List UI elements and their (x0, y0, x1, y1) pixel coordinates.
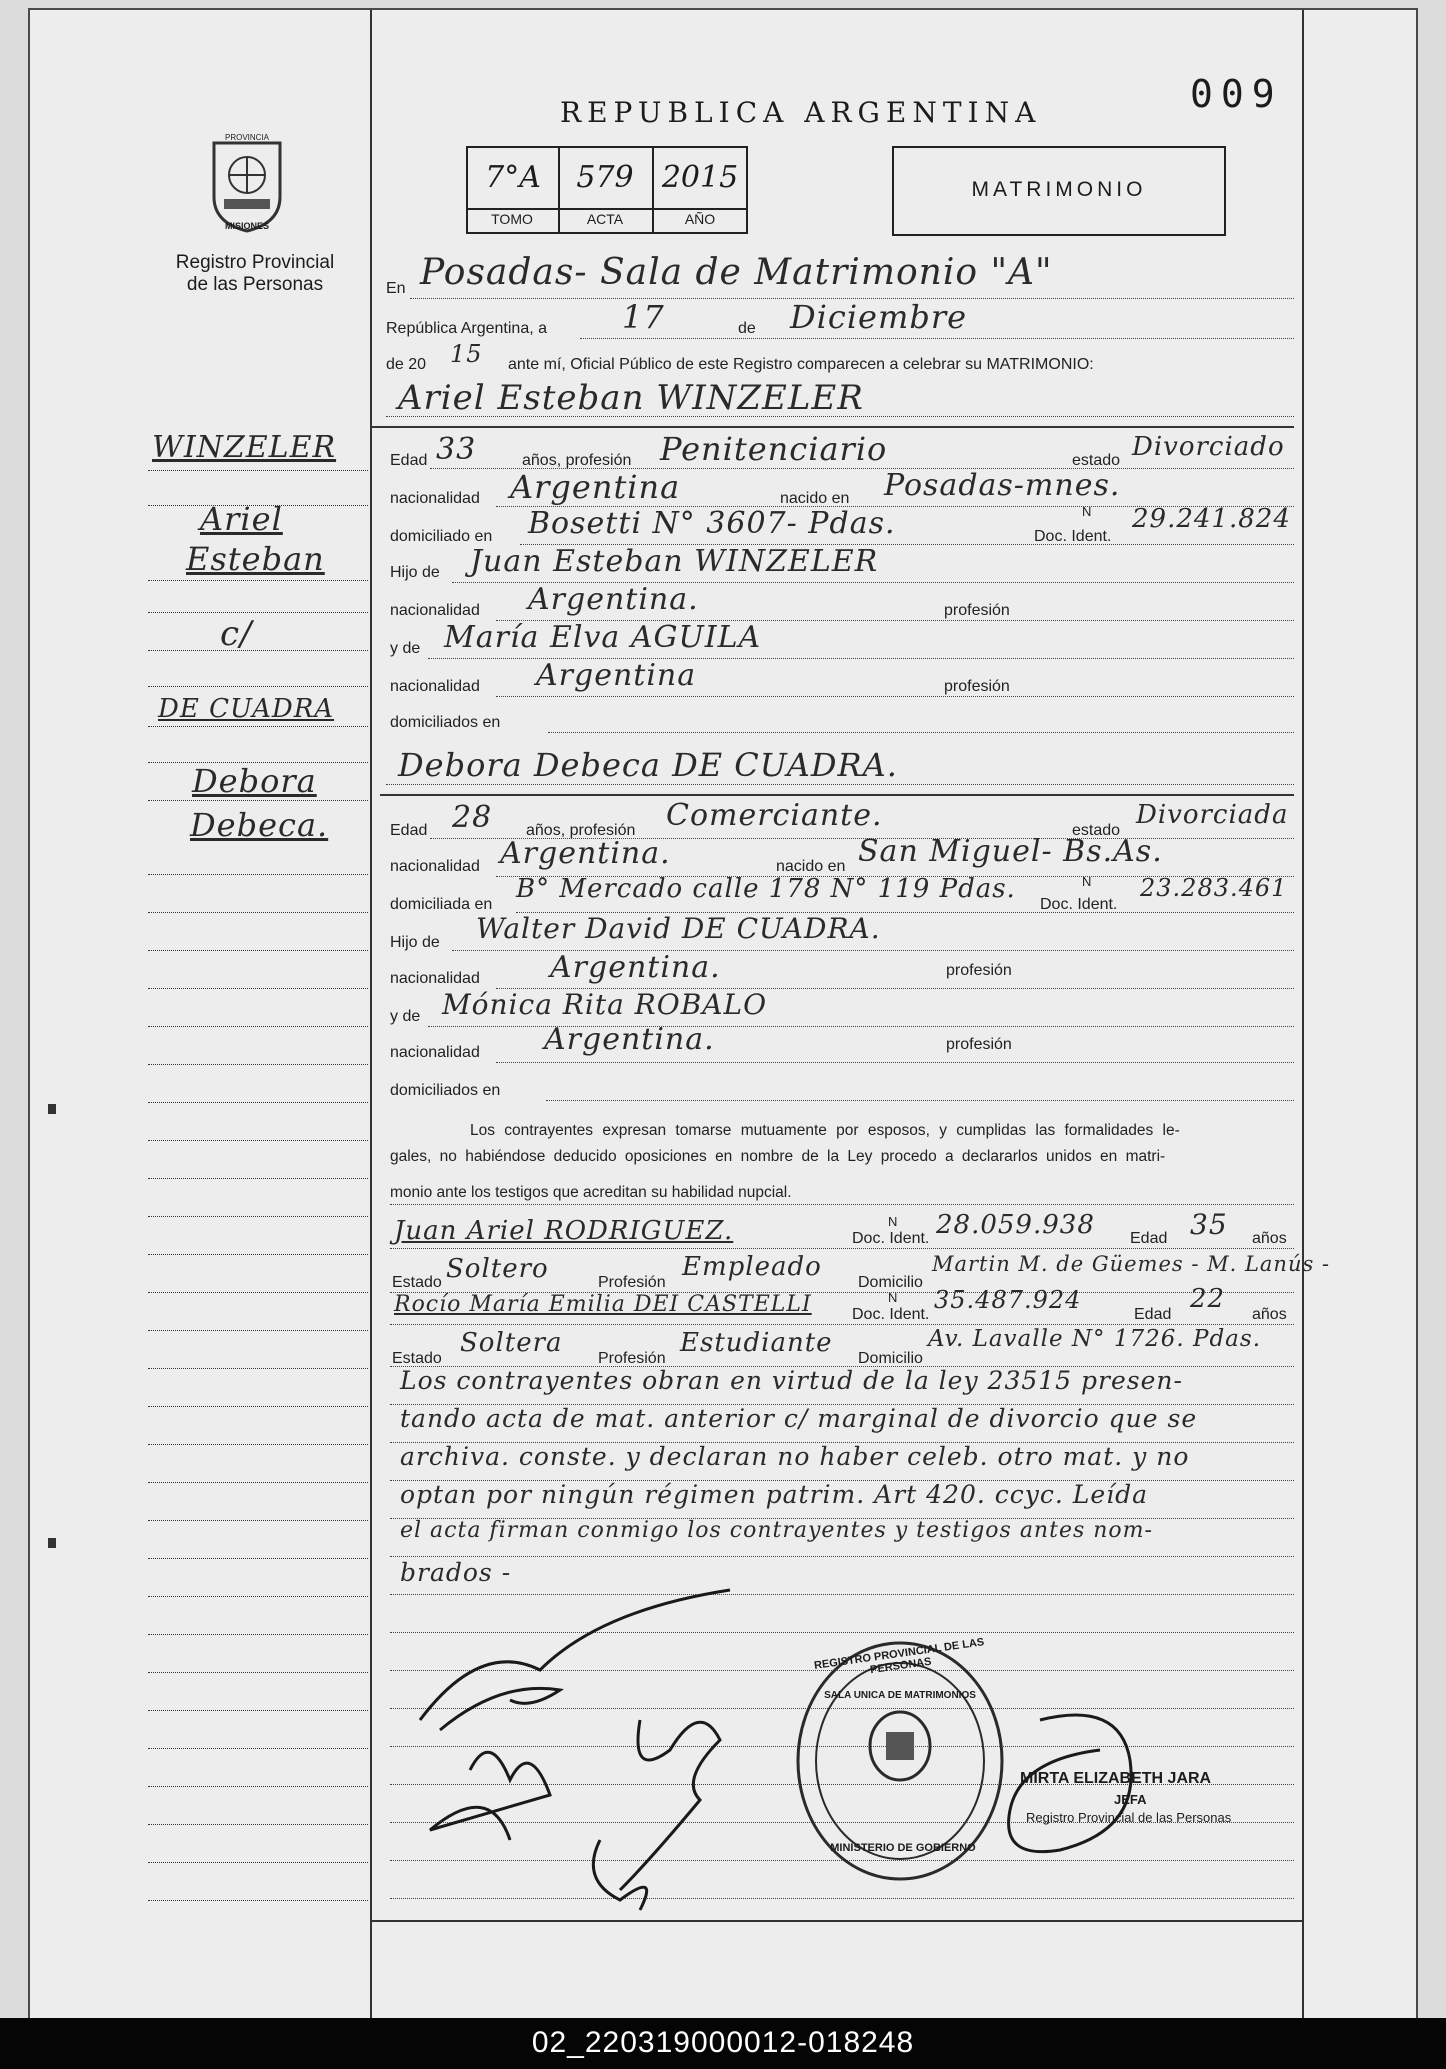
logo-text-top: PROVINCIA (224, 133, 269, 142)
note-line-6: brados - (400, 1558, 512, 1587)
c2-estado: Divorciada (1136, 800, 1289, 830)
margin-note-first-name-1: Ariel (200, 500, 283, 538)
c2-father-prof-label: profesión (946, 962, 1012, 979)
binding-hole (48, 1104, 56, 1114)
c2-yde-label: y de (390, 1008, 421, 1025)
note-line-4: optan por ningún régimen patrim. Art 420. ccyc. Leída (400, 1480, 1149, 1509)
ceremony-year: 15 (450, 340, 483, 368)
statement-line-3: monio ante los testigos que acreditan su habilidad nupcial. (390, 1184, 792, 1201)
c1-nacido-label: nacido en (780, 490, 850, 507)
w2-domicilio-label: Domicilio (858, 1350, 923, 1367)
w1-anios-label: años (1252, 1230, 1287, 1247)
note-line-2: tando acta de mat. anterior c/ marginal de divorcio que se (400, 1404, 1198, 1433)
w1-estado-label: Estado (392, 1274, 442, 1291)
note-line-3: archiva. conste. y declaran no haber celeb. otro mat. y no (400, 1442, 1190, 1471)
witness2-name: Rocío María Emilia DEI CASTELLI (394, 1292, 812, 1317)
c1-doc: 29.241.824 (1132, 504, 1291, 534)
anio-value: 2015 (661, 160, 739, 195)
w1-n-mark: N (888, 1214, 898, 1229)
margin-divider (370, 10, 372, 2018)
w2-n-mark: N (888, 1290, 898, 1305)
c1-father-nac-label: nacionalidad (390, 602, 480, 619)
w2-edad-label: Edad (1134, 1306, 1172, 1323)
acta-value: 579 (576, 160, 634, 195)
witness2-age: 22 (1190, 1284, 1226, 1314)
c1-mother-prof-label: profesión (944, 678, 1010, 695)
margin-note-surname-1: WINZELER (152, 430, 337, 465)
registry-name (150, 252, 360, 296)
statement-line-2: gales, no habiéndose deducido oposiciones en nombre de la Ley procedo a declararlos unidos en matri- (390, 1148, 1166, 1165)
right-binding-line (1302, 10, 1304, 2018)
c1-mother: María Elva AGUILA (444, 620, 762, 655)
c1-estado: Divorciado (1132, 432, 1285, 462)
tomo-value: 7°A (485, 160, 541, 195)
anio-label: AÑO (684, 211, 716, 227)
scan-caption: 02_220319000012-018248 (531, 2026, 915, 2059)
c2-edad-label: Edad (390, 822, 428, 839)
statement-line-1: Los contrayentes expresan tomarse mutuamente por esposos, y cumplidas las formalidades le- (470, 1122, 1180, 1139)
province-logo (202, 135, 292, 235)
official-title: JEFA (1114, 1792, 1147, 1807)
c2-nacionalidad-label: nacionalidad (390, 858, 480, 875)
c1-nacionalidad-label: nacionalidad (390, 490, 480, 507)
c1-yde-label: y de (390, 640, 421, 657)
intro-text: ante mí, Oficial Público de este Registro comparecen a celebrar su MATRIMONIO: (508, 356, 1094, 373)
registry-line-2: de las Personas (186, 274, 324, 295)
record-type: MATRIMONIO (971, 178, 1147, 201)
witness2-domicile: Av. Lavalle N° 1726. Pdas. (928, 1326, 1262, 1352)
page-number: 009 (1190, 72, 1283, 116)
c1-n-mark: N (1082, 504, 1092, 519)
w1-doc-label: Doc. Ident. (852, 1230, 930, 1247)
c2-doc-label: Doc. Ident. (1040, 896, 1118, 913)
de-label: de (738, 320, 756, 337)
note-line-5: el acta firman conmigo los contrayentes y testigos antes nom- (400, 1518, 1153, 1543)
c1-estado-label: estado (1072, 452, 1121, 469)
acta-label: ACTA (586, 211, 624, 227)
witness2-estado: Soltera (460, 1328, 563, 1358)
signature-scribbles (400, 1580, 800, 1920)
c1-edad-label: Edad (390, 452, 428, 469)
c1-profession: Penitenciario (660, 430, 888, 468)
w2-anios-label: años (1252, 1306, 1287, 1323)
witness2-doc: 35.487.924 (934, 1286, 1082, 1314)
seal-bottom-text: MINISTERIO DE GOBIERNO (830, 1842, 976, 1854)
witness1-doc: 28.059.938 (936, 1210, 1095, 1240)
registry-line-1: Registro Provincial (175, 252, 335, 273)
c2-father: Walter David DE CUADRA. (476, 912, 881, 945)
binding-hole (48, 1538, 56, 1548)
c2-age: 28 (452, 800, 493, 835)
c1-father-nationality: Argentina. (528, 582, 699, 617)
c1-anios-label: años, profesión (522, 452, 632, 469)
tomo-label: TOMO (491, 211, 533, 227)
witness1-profession: Empleado (682, 1252, 822, 1282)
c1-doc-label: Doc. Ident. (1034, 528, 1112, 545)
c1-mother-nac-label: nacionalidad (390, 678, 480, 695)
c2-born-in: San Miguel- Bs.As. (858, 834, 1163, 869)
margin-note-second-name-2: Debeca. (190, 806, 329, 844)
w2-profesion-label: Profesión (598, 1350, 666, 1367)
c2-address: B° Mercado calle 178 N° 119 Pdas. (516, 874, 1016, 904)
c2-mother-prof-label: profesión (946, 1036, 1012, 1053)
c2-domiciliada-label: domiciliada en (390, 896, 493, 913)
de20-label: de 20 (386, 356, 427, 373)
country-title: REPUBLICA ARGENTINA (560, 96, 1042, 129)
c2-profession: Comerciante. (666, 798, 883, 833)
witness1-name: Juan Ariel RODRIGUEZ. (394, 1216, 734, 1246)
official-registry: Registro Provincial de las Personas (1026, 1810, 1232, 1825)
c1-father: Juan Esteban WINZELER (470, 544, 879, 579)
c2-estado-label: estado (1072, 822, 1121, 839)
c2-hijo-label: Hijo de (390, 934, 440, 951)
page-bottom-line (370, 1920, 1302, 1922)
c1-age: 33 (436, 432, 477, 467)
c2-father-nationality: Argentina. (550, 950, 721, 985)
c1-nationality: Argentina (510, 468, 681, 506)
official-name: MIRTA ELIZABETH JARA (1020, 1770, 1212, 1787)
c1-born-in: Posadas-mnes. (884, 468, 1121, 503)
c2-domiciliados-label: domiciliados en (390, 1082, 501, 1099)
republica-label: República Argentina, a (386, 320, 547, 337)
c2-mother-nac-label: nacionalidad (390, 1044, 480, 1061)
witness2-profession: Estudiante (680, 1328, 833, 1358)
c2-nationality: Argentina. (500, 836, 671, 871)
margin-note-versus: c/ (220, 614, 253, 654)
w1-domicilio-label: Domicilio (858, 1274, 923, 1291)
c2-anios-label: años, profesión (526, 822, 636, 839)
c1-domiciliados-label: domiciliados en (390, 714, 501, 731)
official-signature (980, 1700, 1180, 1880)
margin-note-surname-2: DE CUADRA (158, 694, 335, 724)
c2-n-mark: N (1082, 874, 1092, 889)
c2-mother-nationality: Argentina. (544, 1022, 715, 1057)
margin-note-first-name-2: Debora (192, 762, 317, 800)
ceremony-place: Posadas- Sala de Matrimonio "A" (420, 252, 1053, 293)
c2-father-nac-label: nacionalidad (390, 970, 480, 987)
w2-estado-label: Estado (392, 1350, 442, 1367)
c2-nacido-label: nacido en (776, 858, 846, 875)
c1-mother-nationality: Argentina (536, 658, 697, 693)
c1-father-prof-label: profesión (944, 602, 1010, 619)
c1-hijo-label: Hijo de (390, 564, 440, 581)
w2-doc-label: Doc. Ident. (852, 1306, 930, 1323)
seal-inner-text: SALA UNICA DE MATRIMONIOS (824, 1690, 976, 1701)
margin-note-second-name-1: Esteban (186, 540, 325, 578)
c2-mother: Mónica Rita ROBALO (442, 988, 768, 1021)
witness1-estado: Soltero (446, 1254, 549, 1284)
w1-edad-label: Edad (1130, 1230, 1168, 1247)
contrayente1-name: Ariel Esteban WINZELER (398, 378, 864, 418)
note-line-1: Los contrayentes obran en virtud de la ley 23515 presen- (400, 1366, 1183, 1395)
witness1-age: 35 (1190, 1208, 1228, 1241)
w1-profesion-label: Profesión (598, 1274, 666, 1291)
ceremony-day: 17 (622, 298, 665, 336)
c2-doc: 23.283.461 (1140, 874, 1288, 902)
c1-domiciliado-label: domiciliado en (390, 528, 493, 545)
ceremony-month: Diciembre (790, 298, 968, 336)
logo-text-bottom: MISIONES (224, 221, 269, 231)
en-label: En (386, 280, 406, 297)
seal-outer-text: REGISTRO PROVINCIAL DE LAS PERSONAS (813, 1636, 985, 1677)
contrayente2-name: Debora Debeca DE CUADRA. (398, 746, 898, 784)
c1-address: Bosetti N° 3607- Pdas. (528, 506, 896, 541)
witness1-domicile: Martin M. de Güemes - M. Lanús - (932, 1252, 1331, 1276)
